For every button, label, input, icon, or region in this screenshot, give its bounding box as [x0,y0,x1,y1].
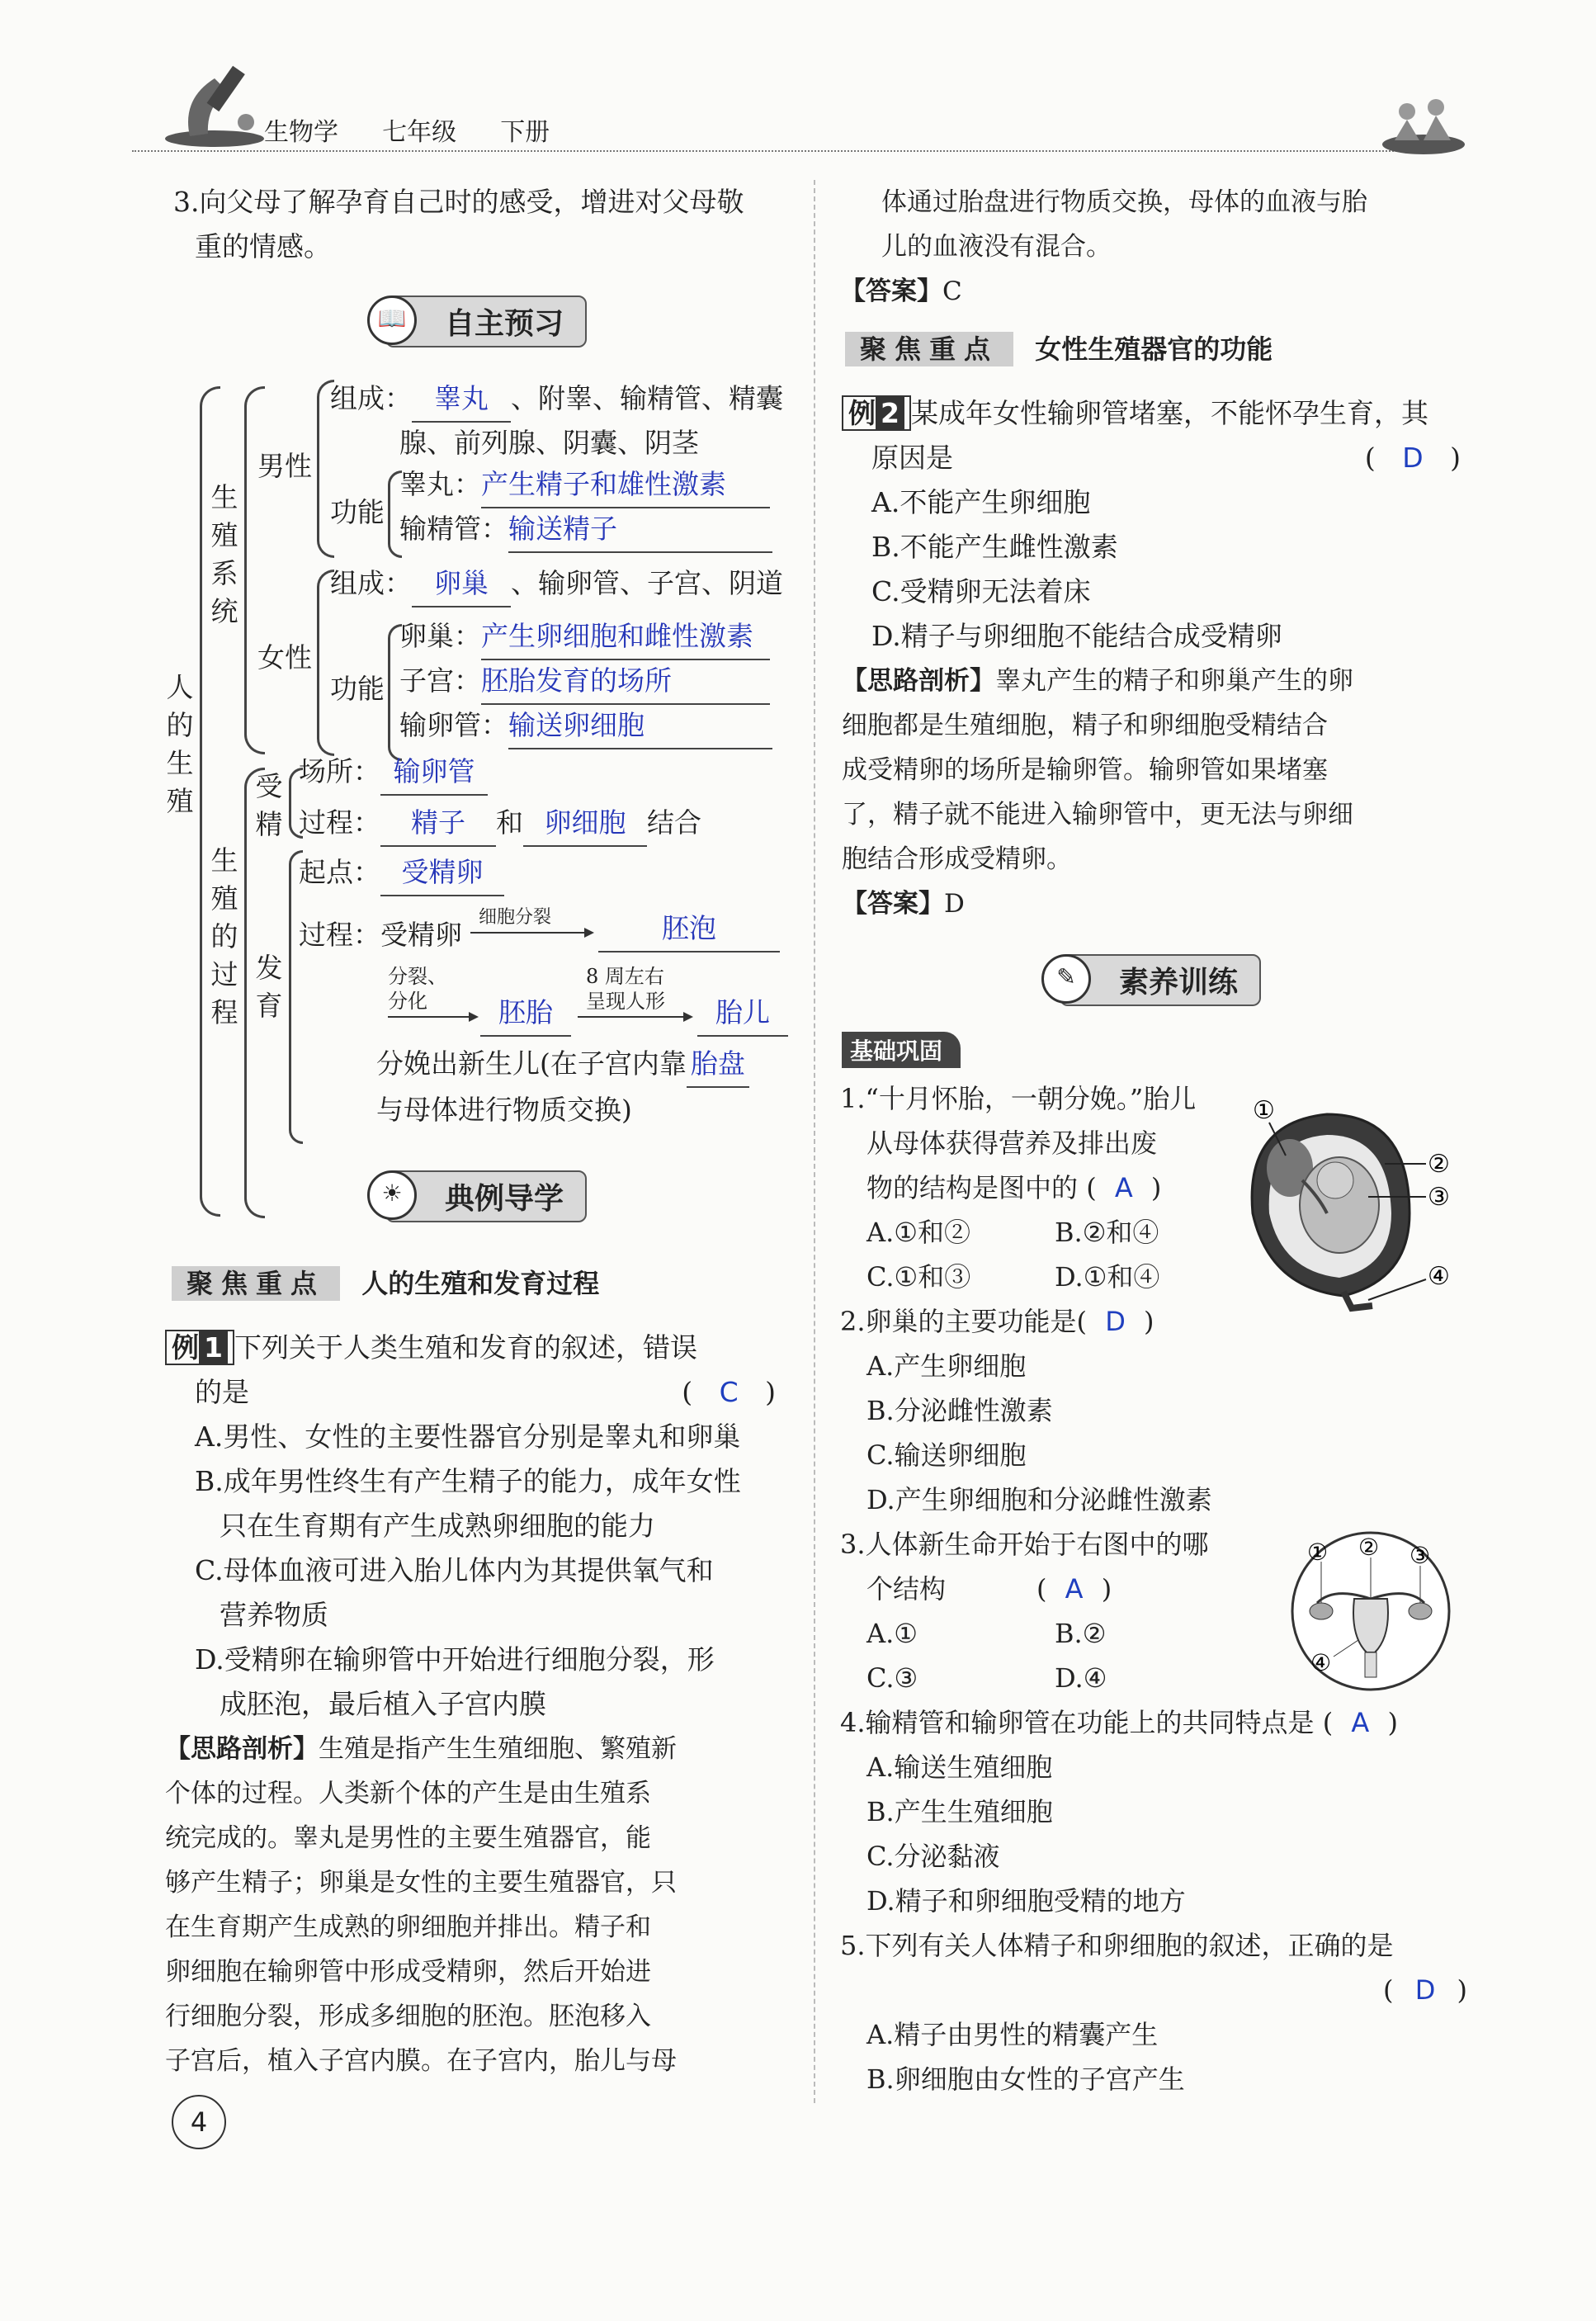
male-comp-rest2: 腺、前列腺、阴囊、阴茎 [399,427,699,459]
fig1-label-3: ③ [1428,1183,1450,1212]
start-answer: 受精卵 [380,850,504,896]
fig1-label-4: ④ [1428,1262,1450,1291]
male-comp-label: 组成： [330,382,412,414]
intro-line-1: 3.向父母了解孕育自己时的感受，增进对父母敬 [173,186,744,218]
uterus-diagram [1284,1529,1457,1694]
fig1-label-2: ② [1428,1150,1450,1179]
example-2-question-end: 原因是 [871,442,953,474]
q2-answer: D [1105,1306,1126,1337]
preview-section-header [367,295,587,347]
lightbulb-icon: ☀ [367,1170,417,1220]
q5-option-a: A.精子由男性的精囊产生 [866,2019,1159,2050]
tree-root: 人 的 生 殖 [166,671,194,817]
q5: 5.下列有关人体精子和卵细胞的叙述，正确的是 [840,1930,1394,1961]
example-1-option-a: A.男性、女性的主要性器官分别是睾丸和卵巢 [195,1420,741,1453]
q3-option-a: A.① [866,1618,918,1649]
vas-label: 输精管： [399,513,508,545]
q3-option-d: D.④ [1055,1662,1107,1694]
ovary-answer: 产生卵细胞和雌性激素 [481,614,770,660]
tree-fert: 受 精 [255,770,283,840]
q1-option-c: C.①和③ [866,1261,971,1293]
arrow-1-icon [470,924,594,941]
example-2-analysis: 【思路剖析】睾丸产生的精子和卵巢产生的卵 细胞都是生殖细胞，精子和卵细胞受精结合 成受精卵的场所是输卵管。输卵管如果堵塞 了，精子就不能进入输卵管中，更无法与卵细 胞结合形成受精卵。 【答案】D [842,659,1477,926]
q3-option-b: B.② [1055,1618,1107,1649]
example-2-option-c: C.受精卵无法着床 [871,575,1091,607]
tree-system: 生 殖 系 统 [210,481,238,627]
q2-option-d: D.产生卵细胞和分泌雌性激素 [866,1484,1212,1515]
fig2-label-4: ④ [1310,1649,1332,1676]
example-1-option-b-2: 只在生育期有产生成熟卵细胞的能力 [220,1510,655,1542]
proc-label: 过程： [299,806,380,839]
female-comp-answer: 卵巢 [412,561,511,607]
fetus-diagram [1220,1090,1476,1321]
q1-option-b: B.②和④ [1055,1217,1159,1248]
q4-option-d: D.精子和卵细胞受精的地方 [866,1885,1186,1917]
page-number: 4 [172,2095,226,2149]
example-2-option-a: A.不能产生卵细胞 [871,486,1091,518]
q1-answer: A [1114,1172,1133,1203]
uterus-label: 子宫： [399,664,481,697]
birth-line-2: 与母体进行物质交换) [376,1094,632,1126]
fig2-label-1: ① [1307,1539,1329,1566]
fetus-answer: 胎儿 [697,990,788,1037]
analysis-label: 【思路剖析】 [165,1734,319,1764]
example-2-badge: 例 2 [842,395,911,431]
oviduct-answer: 输送卵细胞 [508,703,772,749]
male-function-label: 功能 [330,496,385,528]
example-section-header [367,1170,587,1222]
example-1-question-end: 的是 [195,1376,249,1408]
proc-answer-1: 精子 [380,801,496,847]
example-1-analysis: 【思路剖析】生殖是指产生生殖细胞、繁殖新 个体的过程。人类新个体的产生是由生殖系 统完成的。睾丸是男性的主要生殖器官，能 够产生精子；卵巢是女性的主要生殖器官，只 在生育期产生成熟的卵细胞并排出。精子和 卵细胞在输卵管中形成受精卵，然后开始进 行细胞分裂，形成多细胞的胚泡。胚泡移入 子宫后，植入子宫内膜。在子宫内，胎儿与母 [165,1734,677,2076]
focus-1-label: 聚焦重点 [172,1266,340,1301]
analysis-continued-2: 儿的血液没有混合。 [881,232,1112,262]
tree-process: 生 殖 的 过 程 [210,844,238,1028]
tree-dev: 发 育 [255,952,283,1022]
example-1-option-d-2: 成胚泡，最后植入子宫内膜 [220,1688,546,1720]
training-title: 素养训练 [1060,954,1261,1006]
header-grade: 七年级 [382,118,457,147]
q3-line-1: 3.人体新生命开始于右图中的哪 [840,1529,1209,1560]
q4-option-a: A.输送生殖细胞 [866,1751,1053,1783]
week8-a: 8 周左右 [586,965,664,988]
focus-1-topic: 人的生殖和发育过程 [361,1268,600,1299]
female-comp-rest: 、输卵管、子宫、阴道 [511,567,783,599]
arrow-2-icon [388,1009,479,1025]
example-2-option-b: B.不能产生雌性激素 [871,531,1118,563]
q1-line-3: 物的结构是图中的 ( A ) [866,1172,1162,1203]
example-1-question: 例 1 下列关于人类生殖和发育的叙述，错误 [165,1326,800,1370]
q1-option-d: D.①和④ [1055,1261,1160,1293]
q1-line-1: 1.“十月怀胎，一朝分娩。”胎儿 [840,1083,1197,1114]
embryo-answer: 胚胎 [480,990,571,1037]
header [124,50,1477,157]
intro-line-2: 重的情感。 [195,230,331,262]
vas-answer: 输送精子 [508,507,772,553]
book-icon: 📖 [367,295,417,345]
example-1-option-d-1: D.受精卵在输卵管中开始进行细胞分裂，形 [195,1643,715,1676]
proc-end: 结合 [647,806,701,839]
q2: 2.卵巢的主要功能是( D ) [840,1306,1155,1337]
tree-male: 男性 [257,450,312,482]
pencil-icon: ✎ [1041,954,1091,1004]
example-1-option-c-1: C.母体血液可进入胎儿体内为其提供氧气和 [195,1554,714,1586]
example-1-badge: 例 1 [165,1330,234,1365]
ovary-label: 卵巢： [399,620,481,652]
example-1-answer-line: 【答案】C [840,277,962,306]
example-1-option-b-1: B.成年男性终生有产生精子的能力，成年女性 [195,1465,741,1497]
example-2-answer: D [1402,442,1424,474]
week8-b: 呈现人形 [586,990,665,1013]
preview-title: 自主预习 [385,295,587,347]
birth-answer: 胎盘 [687,1042,749,1088]
blast-answer: 胚泡 [598,906,780,953]
fig2-label-2: ② [1358,1534,1380,1561]
example-title: 典例导学 [385,1170,587,1222]
q1-line-2: 从母体获得营养及排出废 [866,1127,1158,1159]
example-2-answer-line: 【答案】D [842,889,965,919]
oviduct-label: 输卵管： [399,709,508,741]
female-function-label: 功能 [330,673,385,705]
q4-option-c: C.分泌黏液 [866,1841,1000,1872]
globe-icon [1378,83,1469,157]
testis-label: 睾丸： [399,468,481,500]
header-rule [132,150,1403,152]
example-1-answer: C [719,1376,739,1408]
q4: 4.输精管和输卵管在功能上的共同特点是 ( A ) [840,1707,1398,1738]
q3-option-c: C.③ [866,1662,918,1694]
male-comp-answer: 睾丸 [412,376,511,423]
q3-answer: A [1065,1573,1084,1605]
place-answer: 输卵管 [380,749,488,796]
fig2-label-3: ③ [1409,1542,1431,1569]
header-subject: 生物学 [264,118,338,147]
training-section-header [1041,954,1261,1006]
q1-option-a: A.①和② [866,1217,970,1248]
q4-option-b: B.产生生殖细胞 [866,1796,1053,1827]
example-1-option-c-2: 营养物质 [220,1599,328,1631]
proc-answer-2: 卵细胞 [523,801,647,847]
analysis-continued-1: 体通过胎盘进行物质交换，母体的血液与胎 [881,187,1367,217]
split-label: 分裂、 [388,965,447,988]
example-2-question: 例 2 某成年女性输卵管堵塞，不能怀孕生育，其 [842,391,1477,436]
uterus-answer: 胚胎发育的场所 [481,659,770,705]
male-comp-rest1: 、附睾、输精管、精囊 [511,382,783,414]
q5-option-b: B.卵细胞由女性的子宫产生 [866,2063,1185,2095]
fig1-label-1: ① [1253,1096,1275,1125]
q2-option-b: B.分泌雌性激素 [866,1395,1053,1426]
column-divider [814,180,815,2103]
birth-line-1: 分娩出新生儿(在子宫内靠 [376,1047,687,1080]
start-label: 起点： [299,856,380,888]
q5-answer: D [1414,1974,1436,2006]
q2-option-a: A.产生卵细胞 [866,1350,1027,1382]
basic-label: 基础巩固 [842,1032,961,1068]
place-label: 场所： [299,755,380,787]
focus-2-label: 聚焦重点 [845,332,1013,366]
focus-2-topic: 女性生殖器官的功能 [1035,333,1273,365]
q2-option-c: C.输送卵细胞 [866,1439,1027,1471]
header-volume: 下册 [500,118,550,147]
cell-division-label: 细胞分裂 [479,907,552,928]
q4-answer: A [1351,1707,1370,1738]
q3-line-2: 个结构 ( A ) [866,1573,1112,1605]
tree-female: 女性 [257,641,312,674]
arrow-3-icon [578,1009,693,1025]
testis-answer: 产生精子和雄性激素 [481,462,770,508]
microscope-icon [157,58,281,149]
dev-proc-label: 过程：受精卵 [299,919,462,951]
example-2-option-d: D.精子与卵细胞不能结合成受精卵 [871,620,1282,652]
proc-and: 和 [496,806,523,839]
female-comp-label: 组成： [330,567,412,599]
diff-label: 分化 [388,990,427,1013]
